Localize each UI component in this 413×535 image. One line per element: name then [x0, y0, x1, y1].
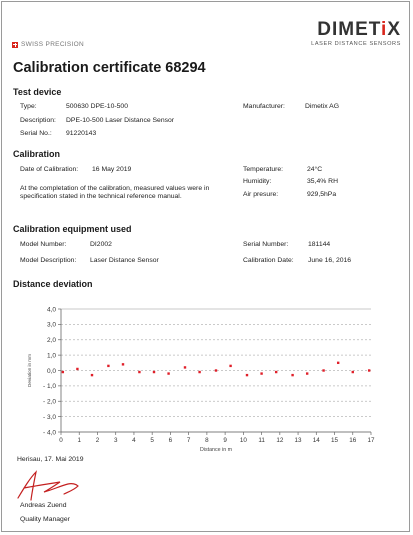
data-point	[246, 374, 248, 376]
data-point	[122, 363, 124, 365]
equipment-heading: Calibration equipment used	[13, 224, 132, 234]
data-point	[184, 366, 186, 368]
x-tick-label: 17	[367, 437, 375, 444]
y-tick-label: 2,0	[46, 337, 56, 345]
calibration-heading: Calibration	[13, 149, 61, 159]
logo-wordmark: DIMETiX	[317, 19, 401, 40]
humidity-value: 35,4% RH	[307, 178, 338, 185]
temperature-label: Temperature:	[243, 166, 284, 173]
x-tick-label: 14	[312, 437, 320, 444]
data-point	[275, 371, 277, 373]
data-point	[229, 365, 231, 367]
place-and-date: Herisau, 17. Mai 2019	[17, 456, 84, 463]
equipment-serial-label: Serial Number:	[243, 241, 289, 248]
temperature-value: 24°C	[307, 166, 323, 173]
description-value: DPE-10-500 Laser Distance Sensor	[66, 117, 175, 124]
type-label: Type:	[20, 103, 37, 110]
model-number-label: Model Number:	[20, 241, 67, 248]
air-pressure-value: 929,5hPa	[307, 191, 337, 198]
test-device-heading: Test device	[13, 87, 62, 97]
x-tick-label: 8	[205, 437, 209, 444]
manufacturer-label: Manufacturer:	[243, 103, 285, 110]
serial-value: 91220143	[66, 130, 97, 137]
data-point	[76, 368, 78, 370]
x-tick-label: 15	[331, 437, 339, 444]
signature-graphic	[14, 470, 94, 502]
serial-label: Serial No.:	[20, 130, 52, 137]
y-tick-label: - 1,0	[42, 383, 56, 391]
air-pressure-label: Air presure:	[243, 191, 279, 198]
x-tick-label: 13	[294, 437, 302, 444]
data-point	[198, 371, 200, 373]
x-tick-label: 5	[150, 437, 154, 444]
data-point	[368, 369, 370, 371]
x-tick-label: 2	[95, 437, 100, 444]
swiss-flag-icon	[12, 42, 18, 48]
x-tick-label: 4	[132, 437, 136, 444]
y-tick-label: 4,0	[46, 306, 56, 314]
data-point	[260, 372, 262, 374]
x-tick-label: 10	[239, 437, 247, 444]
swiss-precision-label: SWISS PRECISION	[21, 41, 85, 48]
date-of-calibration-label: Date of Calibration:	[20, 166, 79, 173]
manufacturer-value: Dimetix AG	[305, 103, 339, 110]
data-point	[215, 369, 217, 371]
data-point	[167, 372, 169, 374]
y-tick-label: - 3,0	[42, 413, 56, 421]
y-tick-label: 1,0	[46, 352, 56, 360]
data-point	[138, 371, 140, 373]
x-tick-label: 3	[113, 437, 118, 444]
x-tick-label: 0	[59, 437, 63, 444]
data-point	[91, 374, 93, 376]
x-tick-label: 7	[186, 437, 191, 444]
x-axis-label: Distance in m	[199, 447, 233, 453]
y-tick-label: - 2,0	[42, 398, 56, 406]
certificate-title: Calibration certificate 68294	[13, 60, 206, 76]
signer-role: Quality Manager	[20, 516, 70, 523]
data-point	[352, 371, 354, 373]
data-point	[306, 372, 308, 374]
humidity-label: Humidity:	[243, 178, 272, 185]
x-tick-label: 16	[349, 437, 357, 444]
equipment-calibration-date-value: June 16, 2016	[308, 257, 352, 264]
type-value: 500630 DPE-10-500	[66, 103, 128, 110]
distance-deviation-chart	[0, 298, 413, 458]
description-label: Description:	[20, 117, 56, 124]
x-tick-label: 11	[258, 437, 265, 444]
x-tick-label: 12	[276, 437, 284, 444]
data-point	[337, 362, 339, 364]
y-tick-label: 0,0	[46, 367, 56, 375]
date-of-calibration-value: 16 May 2019	[92, 166, 132, 173]
calibration-statement: At the completation of the calibration, measured values were in specification stated in the technical reference manual.	[20, 185, 210, 201]
x-tick-label: 6	[168, 437, 173, 444]
dimetix-logo	[311, 20, 401, 47]
data-point	[153, 371, 155, 373]
equipment-calibration-date-label: Calibration Date:	[243, 257, 294, 264]
model-description-label: Model Description:	[20, 257, 77, 264]
x-tick-label: 1	[77, 437, 81, 444]
model-number-value: DI2002	[90, 241, 112, 248]
logo-tagline: LASER DISTANCE SENSORS	[311, 41, 401, 47]
model-description-value: Laser Distance Sensor	[90, 257, 159, 264]
data-point	[291, 374, 293, 376]
y-tick-label: - 4,0	[42, 429, 56, 437]
deviation-heading: Distance deviation	[13, 279, 93, 289]
data-point	[107, 365, 109, 367]
swiss-precision-mark	[12, 41, 84, 48]
equipment-serial-value: 181144	[308, 241, 331, 248]
y-tick-label: 3,0	[46, 321, 56, 329]
x-tick-label: 9	[223, 437, 227, 444]
data-point	[62, 371, 64, 373]
data-point	[322, 369, 324, 371]
y-axis-label: Deviation in mm	[27, 354, 32, 387]
signer-name: Andreas Zuend	[20, 502, 67, 509]
